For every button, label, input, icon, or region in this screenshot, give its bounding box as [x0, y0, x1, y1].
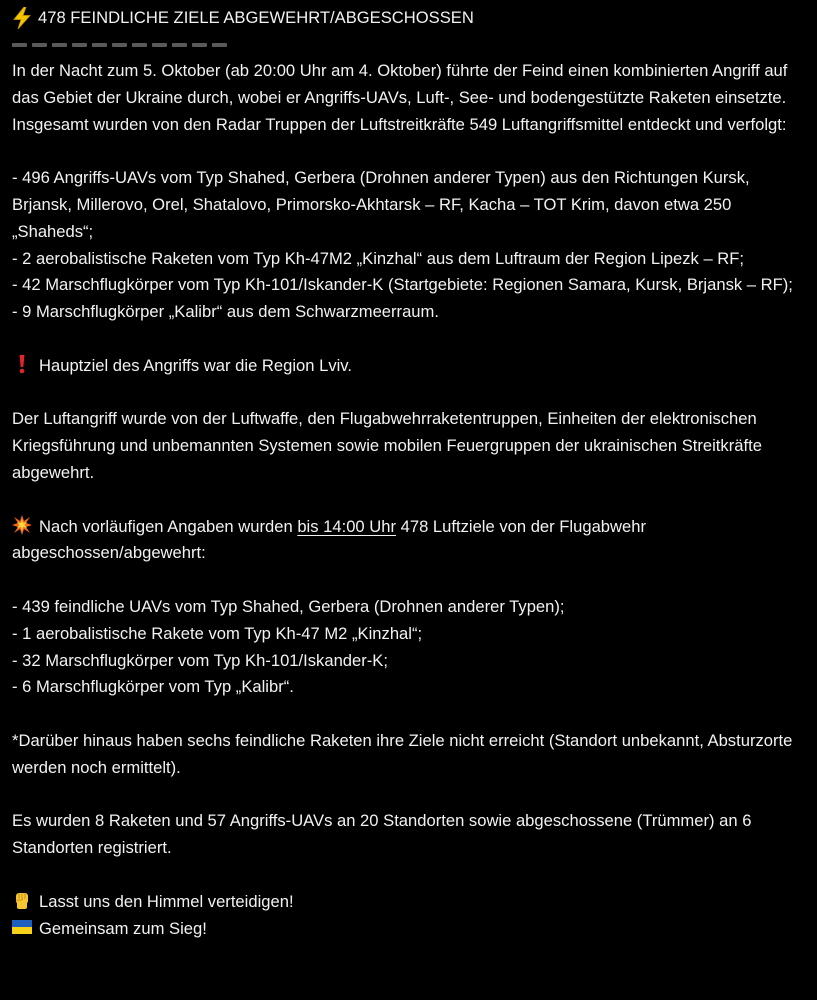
result-prefix: Nach vorläufigen Angaben wurden — [39, 516, 298, 536]
exclamation-icon — [12, 354, 32, 374]
detected-item: - 2 aerobalistische Raketen vom Typ Kh-47M2 „Kinzhal“ aus dem Luftraum der Region Lipezk – RF; — [12, 248, 745, 268]
defense-paragraph: Der Luftangriff wurde von der Luftwaffe, den Flugabwehrraketentruppen, Einheiten der elektronischen Kriegsführung und unbemannten Systemen sowie mobilen Feuergruppen der ukrainischen Streitkräfte abgewehrt. — [12, 409, 762, 482]
divider-dash — [212, 43, 227, 47]
explosion-icon — [12, 515, 32, 535]
divider-dash — [92, 43, 107, 47]
intro-paragraph: In der Nacht zum 5. Oktober (ab 20:00 Uhr am 4. Oktober) führte der Feind einen kombinierten Angriff auf das Gebiet der Ukraine durch, wobei er Angriffs-UAVs, Luft-, See- und bodengestützte Raketen einsetzte. Insgesamt wurden von den Radar Truppen der Luftstreitkräfte 549 Luftangriffsmittel entdeckt und verfolgt: — [12, 61, 788, 134]
detected-item: - 42 Marschflugkörper vom Typ Kh-101/Iskander-K (Startgebiete: Regionen Samara, Kursk, Brjansk – RF); — [12, 275, 793, 295]
detected-item: - 9 Marschflugkörper „Kalibr“ aus dem Schwarzmeerraum. — [12, 302, 439, 322]
result-paragraph — [12, 514, 805, 568]
main-target-line — [12, 353, 805, 380]
detected-item: - 496 Angriffs-UAVs vom Typ Shahed, Gerbera (Drohnen anderer Typen) aus den Richtungen Kursk, Brjansk, Millerovo, Orel, Shatalovo, Primorsko-Akhtarsk – RF, Kacha – TOT Krim, davon etwa 250 „Shaheds“; — [12, 168, 750, 241]
divider-dash — [132, 43, 147, 47]
hits-paragraph: Es wurden 8 Raketen und 57 Angriffs-UAVs an 20 Standorten sowie abgeschossene (Trümmer) an 6 Standorten registriert. — [12, 811, 752, 858]
shot-down-item: - 439 feindliche UAVs vom Typ Shahed, Gerbera (Drohnen anderer Typen); — [12, 596, 565, 616]
divider-dash — [152, 43, 167, 47]
post-title: 478 FEINDLICHE ZIELE ABGEWEHRT/ABGESCHOSSEN — [38, 7, 474, 27]
divider-dash — [72, 43, 87, 47]
divider-dash — [12, 43, 27, 47]
shot-down-item: - 32 Marschflugkörper vom Typ Kh-101/Iskander-K; — [12, 650, 388, 670]
post-header — [12, 4, 805, 32]
main-target-text: Hauptziel des Angriffs war die Region Lviv. — [39, 355, 352, 375]
title-divider — [12, 32, 805, 58]
ukraine-flag-icon — [12, 917, 32, 937]
divider-dash — [112, 43, 127, 47]
shot-down-item: - 1 aerobalistische Rakete vom Typ Kh-47 M2 „Kinzhal“; — [12, 623, 423, 643]
result-suffix: 478 Luftziele von der Flugabwehr abgeschossen/abgewehrt: — [12, 516, 646, 563]
result-time-link[interactable]: bis 14:00 Uhr — [297, 516, 397, 536]
closing-line — [12, 916, 805, 943]
closing-line — [12, 889, 805, 916]
divider-dash — [192, 43, 207, 47]
shot-down-item: - 6 Marschflugkörper vom Typ „Kalibr“. — [12, 677, 294, 697]
raised-fist-icon — [12, 890, 32, 910]
closing-text-2: Gemeinsam zum Sieg! — [39, 918, 207, 938]
divider-dash — [32, 43, 47, 47]
divider-dash — [172, 43, 187, 47]
footnote-paragraph: *Darüber hinaus haben sechs feindliche Raketen ihre Ziele nicht erreicht (Standort unbekannt, Absturzorte werden noch ermittelt). — [12, 730, 793, 777]
divider-dash — [52, 43, 67, 47]
lightning-icon — [12, 7, 32, 29]
closing-text-1: Lasst uns den Himmel verteidigen! — [39, 891, 294, 911]
